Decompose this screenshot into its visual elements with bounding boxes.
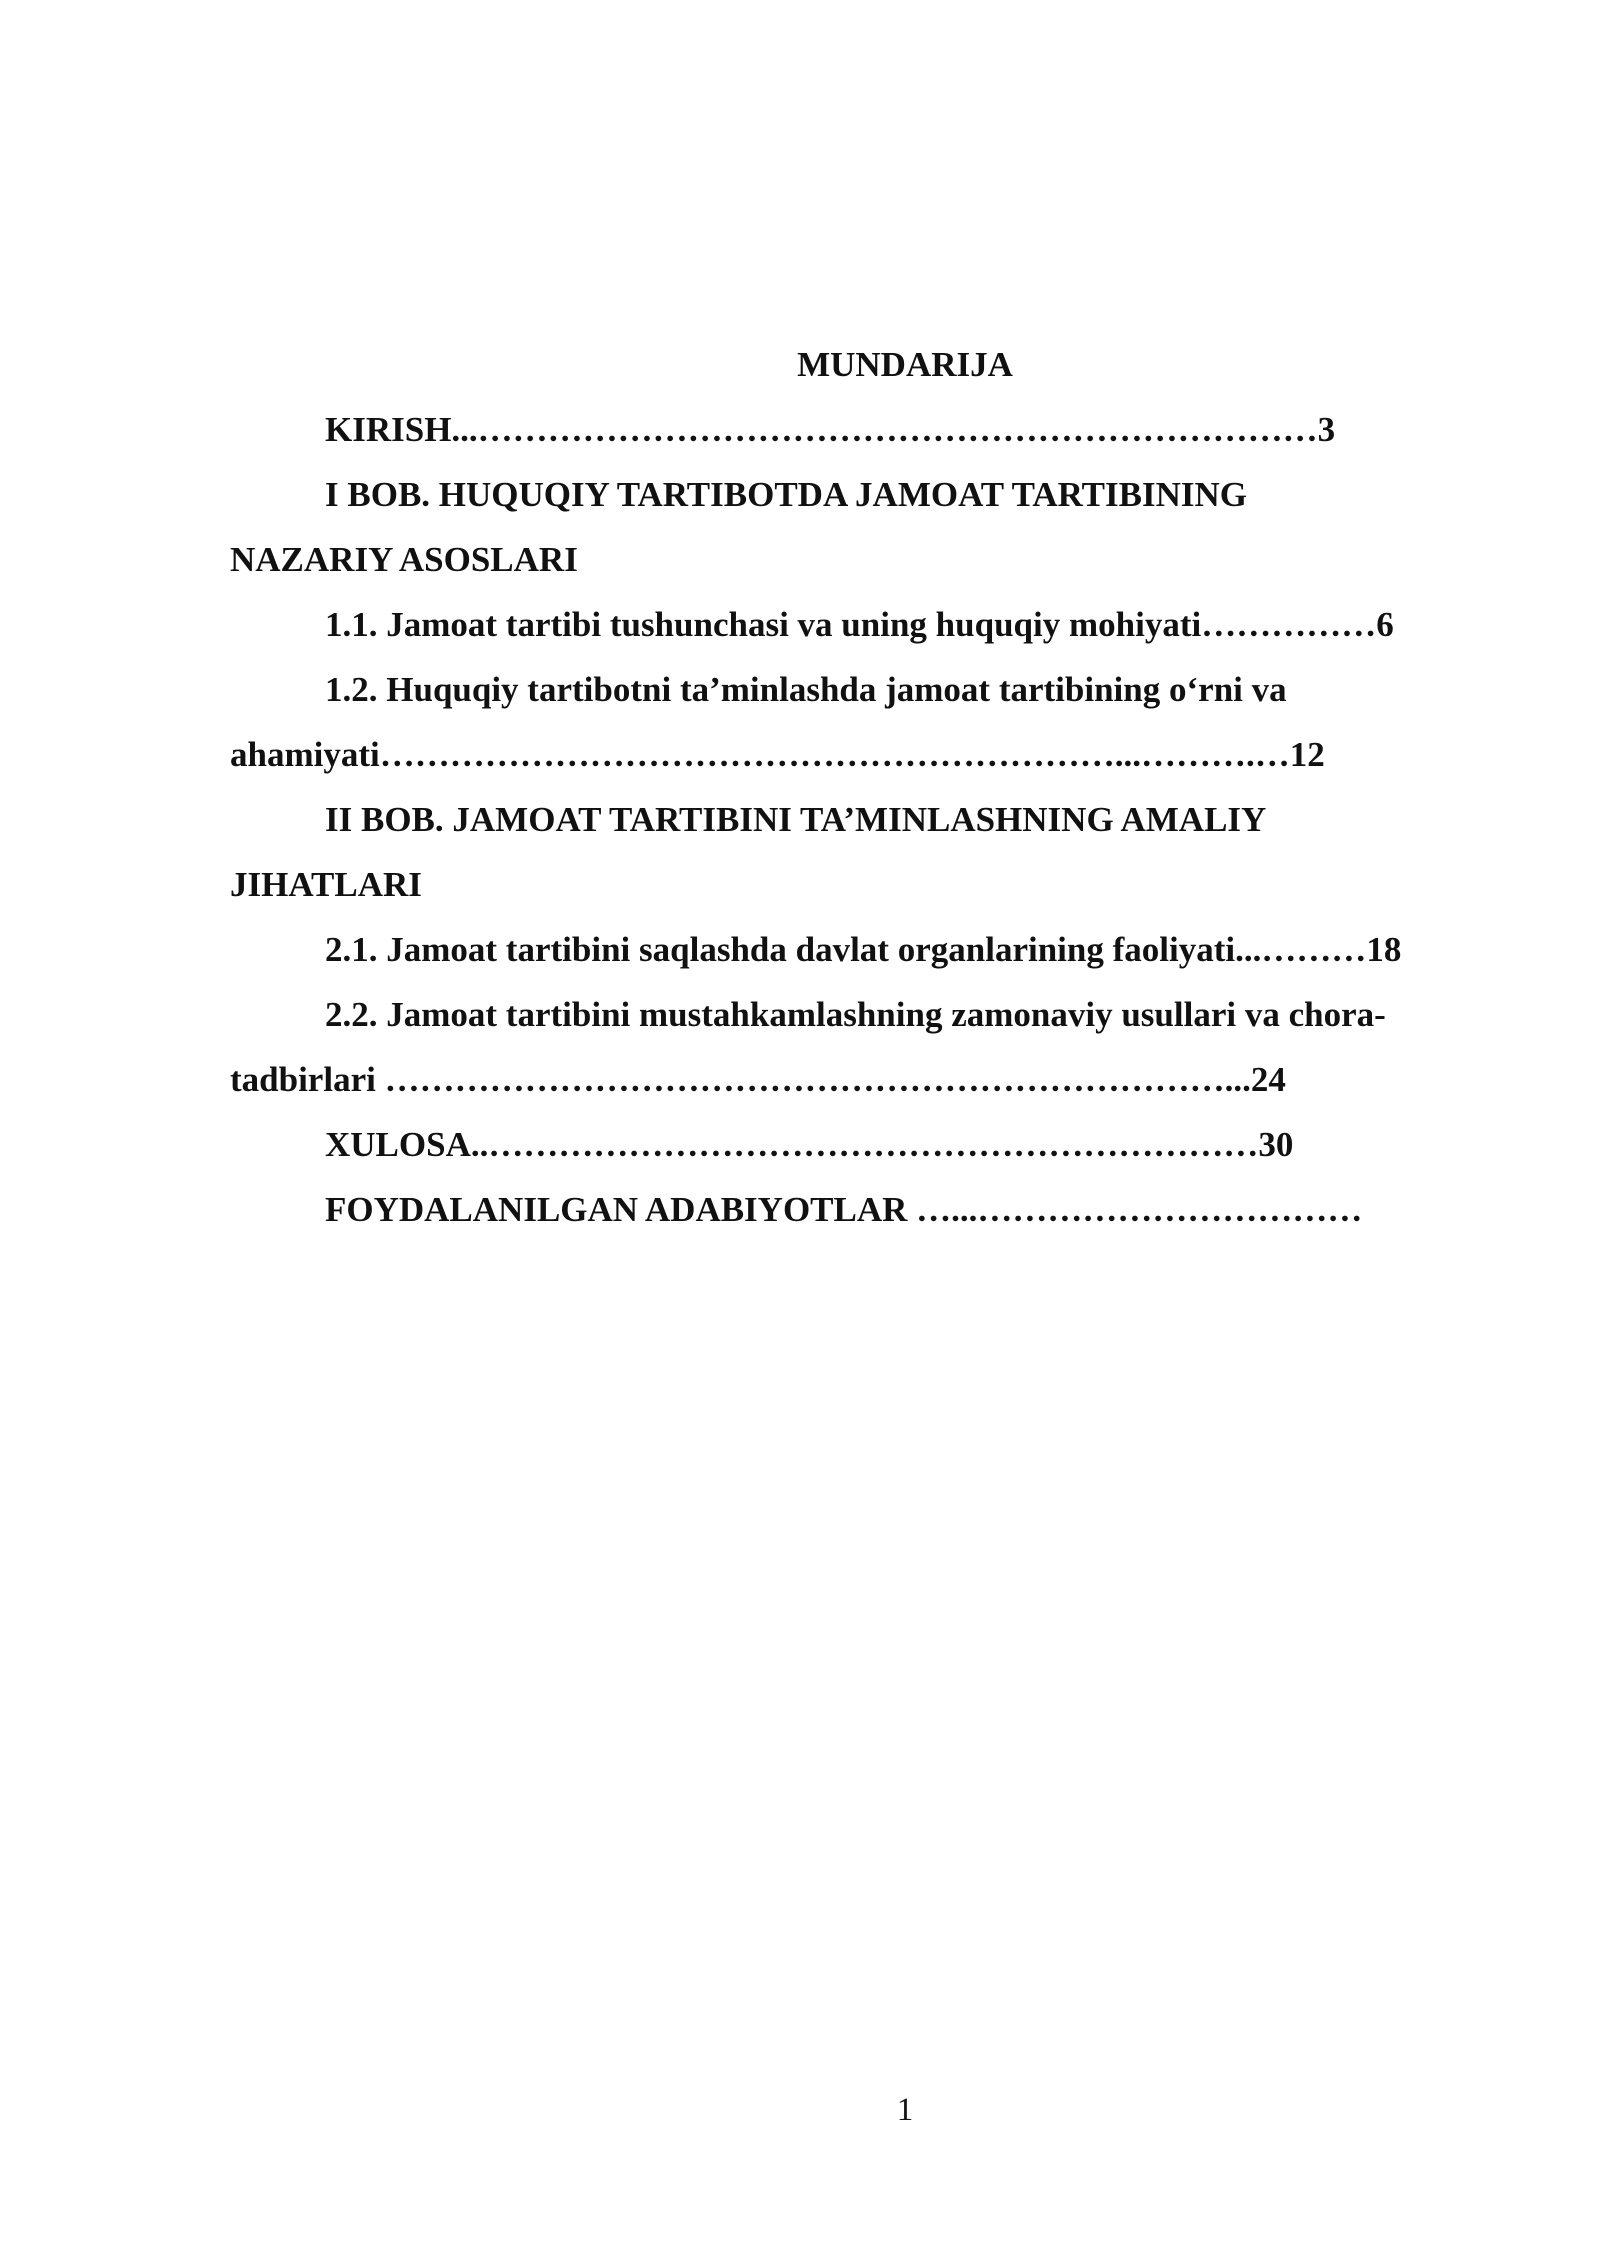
toc-entry-references: FOYDALANILGAN ADABIYOTLAR …...…………………………… xyxy=(325,1190,1363,1229)
toc-entry-conclusion: XULOSA..…………………………………………………………30 xyxy=(325,1125,1294,1164)
page-number: 1 xyxy=(896,2092,914,2128)
toc-chapter-2-heading: II BOB. JAMOAT TARTIBINI TA’MINLASHNING AMALIY xyxy=(325,800,1267,839)
toc-section-1-1: 1.1. Jamoat tartibi tushunchasi va uning huquqiy mohiyati……………6 xyxy=(325,605,1394,644)
toc-section-1-2: 1.2. Huquqiy tartibotni ta’minlashda jamoat tartibining o‘rni va xyxy=(325,670,1287,709)
page-title: MUNDARIJA xyxy=(797,345,1013,384)
toc-chapter-1-heading: I BOB. HUQUQIY TARTIBOTDA JAMOAT TARTIBINING xyxy=(325,475,1247,514)
toc-chapter-1-heading-continued: NAZARIY ASOSLARI xyxy=(230,540,578,579)
toc-section-1-2-continued: ahamiyati………………………………………………………...……….…12 xyxy=(230,735,1325,774)
toc-entry-introduction: KIRISH...………………………………………………………………3 xyxy=(325,410,1336,449)
toc-section-2-2-continued: tadbirlari ………………………………………………………………...24 xyxy=(230,1060,1286,1099)
toc-section-2-2: 2.2. Jamoat tartibini mustahkamlashning zamonaviy usullari va chora- xyxy=(325,995,1386,1034)
toc-chapter-2-heading-continued: JIHATLARI xyxy=(230,865,422,904)
toc-section-2-1: 2.1. Jamoat tartibini saqlashda davlat organlarining faoliyati...………18 xyxy=(325,930,1402,969)
